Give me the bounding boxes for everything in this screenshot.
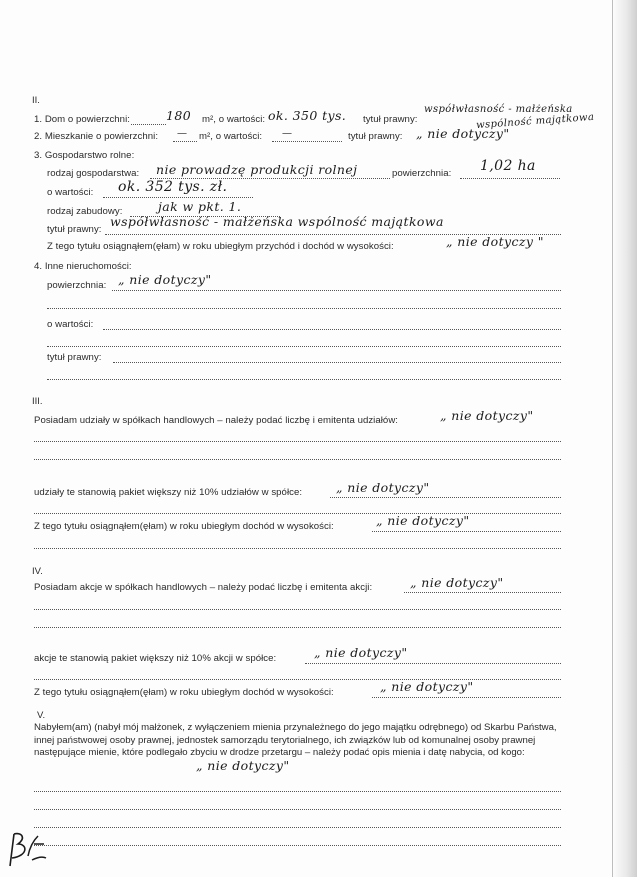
stocks-income-answer: „ nie dotyczy" [380,679,474,694]
other-property-label: 4. Inne nieruchomości: [34,261,132,272]
stocks-dots-2 [34,627,561,628]
farm-type-value: nie prowadzę produkcji rolnej [156,162,358,177]
farm-build-value: jak w pkt. 1. [158,199,242,214]
shares-income-dots [372,531,561,532]
house-title-label: tytuł prawny: [363,114,418,125]
other-title-dots [113,362,561,363]
farm-area-label: powierzchnia: [392,168,452,179]
farm-value: ok. 352 tys. zł. [118,179,228,195]
shares-answer: „ nie dotyczy" [440,408,534,423]
apartment-value-label: m², o wartości: [199,131,263,142]
acquisition-dots-2 [34,809,561,810]
shares-income-question: Z tego tytułu osiągnąłem(ęłam) w roku ubiegłym dochód w wysokości: [34,521,334,532]
other-title-label: tytuł prawny: [47,352,102,363]
stocks-packet-dots [305,663,561,664]
house-title-value-2: wspólność majątkowa [475,111,595,132]
apartment-value: — [282,128,293,139]
stocks-answer: „ nie dotyczy" [410,575,504,590]
other-area-dots-2 [47,308,561,309]
section-2-numeral: II. [32,95,40,106]
shares-packet-dots-2 [34,513,561,514]
house-area-value: 180 [166,108,192,123]
stocks-dots [404,592,561,593]
apartment-title-label: tytuł prawny: [348,131,403,142]
stocks-packet-answer: „ nie dotyczy" [314,645,408,660]
signature-initials-mark [4,826,50,870]
apartment-value-dots [272,141,342,142]
house-value: ok. 350 tys. [268,108,347,123]
section-5-numeral: V. [37,710,46,721]
apartment-area-dots [173,141,197,142]
other-value-label: o wartości: [47,319,94,330]
other-value-dots [103,329,561,330]
other-area-value: „ nie dotyczy" [118,272,212,287]
acquisition-dots-1 [34,791,561,792]
farm-area-value: 1,02 ha [480,158,536,174]
shares-dots-1 [34,441,561,442]
other-value-dots-2 [47,346,561,347]
shares-packet-question: udziały te stanowią pakiet większy niż 10% udziałów w spółce: [34,487,303,498]
other-area-dots [112,290,561,291]
farm-value-label: o wartości: [47,187,94,198]
stocks-question: Posiadam akcje w spółkach handlowych – należy podać liczbę i emitenta akcji: [34,582,373,593]
stocks-dots-1 [34,609,561,610]
stocks-packet-dots-2 [34,679,561,680]
section-4-numeral: IV. [32,566,43,577]
house-value-label: m², o wartości: [202,114,266,125]
acquisition-dots-4 [34,845,561,846]
scan-edge [611,0,637,877]
farm-income-label: Z tego tytułu osiągnąłem(ęłam) w roku ubiegłym przychód i dochód w wysokości: [47,241,394,252]
shares-income-answer: „ nie dotyczy" [376,513,470,528]
stocks-income-question: Z tego tytułu osiągnąłem(ęłam) w roku ubiegłym dochód w wysokości: [34,687,334,698]
farm-build-label: rodzaj zabudowy: [47,206,123,217]
apartment-area-value: — [177,128,188,139]
acquisition-answer: „ nie dotyczy" [196,758,290,773]
stocks-packet-question: akcje te stanowią pakiet większy niż 10% akcji w spółce: [34,653,277,664]
farm-title-value: współwłasność - małżeńska wspólność majątkowa [110,214,444,229]
house-title-value: współwłasność - małżeńska [424,104,573,115]
farm-income-value: „ nie dotyczy " [446,234,544,249]
section-3-numeral: III. [32,396,43,407]
farm-value-dots [103,197,253,198]
shares-question: Posiadam udziały w spółkach handlowych – należy podać liczbę i emitenta udziałów: [34,415,399,426]
farm-type-label: rodzaj gospodarstwa: [47,168,140,179]
shares-packet-answer: „ nie dotyczy" [336,480,430,495]
other-title-dots-2 [47,379,561,380]
scan-edge-line [612,0,613,877]
farm-title-label: tytuł prawny: [47,224,102,235]
other-area-label: powierzchnia: [47,280,107,291]
house-label: 1. Dom o powierzchni: [34,114,130,125]
apartment-title-value: „ nie dotyczy" [416,126,510,141]
shares-dots-2 [34,459,561,460]
stocks-income-dots [372,697,561,698]
apartment-label: 2. Mieszkanie o powierzchni: [34,131,159,142]
farm-area-dots [460,178,560,179]
shares-packet-dots [330,497,561,498]
farm-label: 3. Gospodarstwo rolne: [34,150,135,161]
acquisition-paragraph: Nabyłem(am) (nabył mój małżonek, z wyłączeniem mienia przynależnego do jego majątku odrębnego) od Skarbu Państwa, innej państwowej osoby prawnej, jednostek samorządu terytorialnego, ich związków lub od komunalnej osoby prawnej następujące mienie, które podlegało zbyciu w drodze przetargu – należy podać opis mienia i datę nabycia, od kogo: [34,722,557,759]
acquisition-dots-3 [34,827,561,828]
house-area-dots [131,124,166,125]
shares-income-dots-2 [34,548,561,549]
